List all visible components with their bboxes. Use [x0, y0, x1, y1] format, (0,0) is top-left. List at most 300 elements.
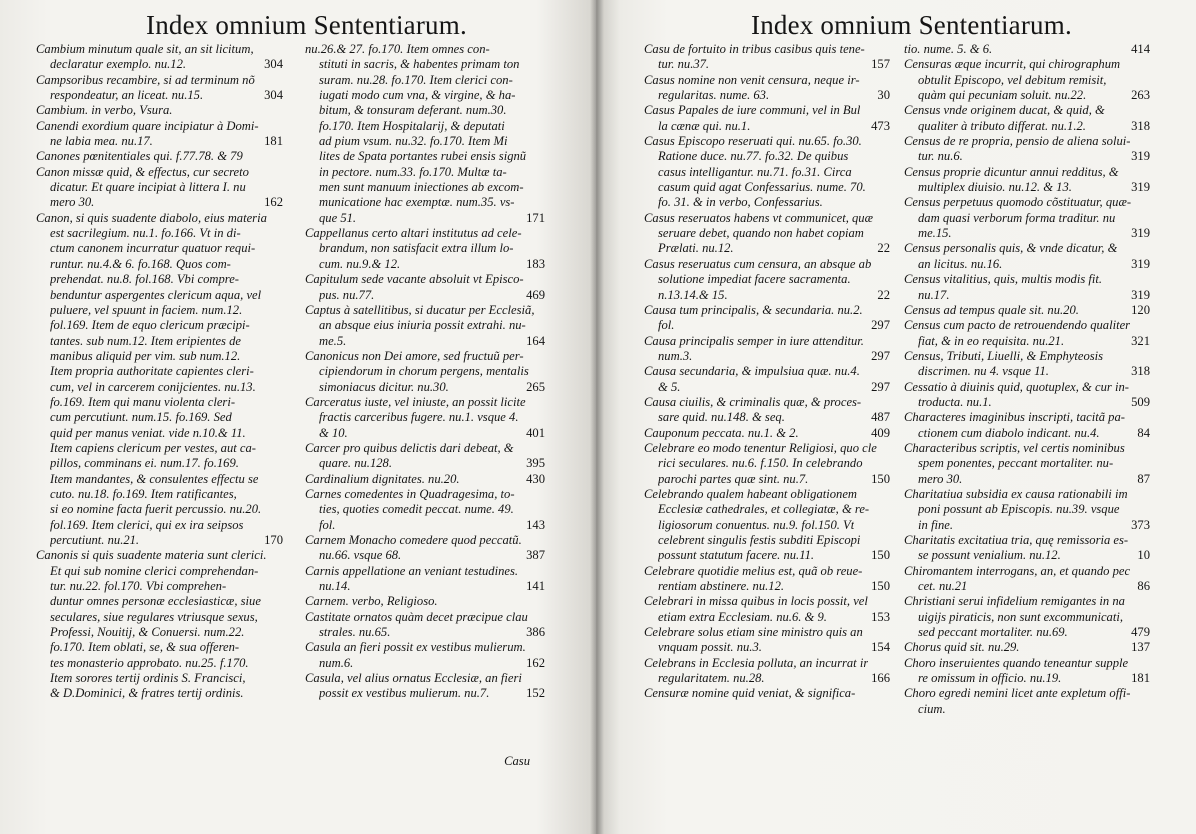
- entry-line: [36, 272, 283, 287]
- entry-text: Item propria authoritate capientes cleri-: [50, 364, 254, 379]
- entry-line: [644, 441, 890, 456]
- entry-text: fo. 31. & in verbo, Confessarius.: [658, 195, 823, 210]
- entry-line: [904, 119, 1150, 134]
- entry-text: simoniacus dicitur. nu.30.: [319, 379, 449, 394]
- index-entry: [305, 564, 545, 595]
- entry-line: [36, 42, 283, 57]
- entry-line: [36, 671, 283, 686]
- page-number: 120: [1131, 302, 1150, 317]
- entry-line: [904, 686, 1150, 701]
- entry-text: ligiosorum conuentus. nu.9. fol.150. Vt: [658, 517, 855, 532]
- page-number: 395: [526, 456, 545, 471]
- entry-line: [644, 364, 890, 379]
- index-entry: [36, 211, 283, 549]
- entry-text: num.6.: [319, 655, 354, 670]
- entry-text: solutione impediat facere sacramenta.: [658, 272, 851, 287]
- entry-text: Carnis appellatione an veniant testudines.: [305, 563, 519, 578]
- entry-line: [904, 671, 1150, 686]
- entry-line: [904, 303, 1150, 318]
- page-number: 141: [526, 579, 545, 594]
- entry-text: Professi, Nouitij, & Conuersi. num.22.: [50, 625, 245, 640]
- page-number: 319: [1131, 226, 1150, 241]
- entry-line: [644, 272, 890, 287]
- entry-line: [305, 226, 545, 241]
- entry-text: Campsoribus recambire, si ad terminum nõ: [36, 72, 255, 87]
- entry-text: si eo nomine facta fuerit percussio. nu.20.: [50, 502, 262, 517]
- entry-line: [36, 88, 283, 103]
- entry-text: Cappellanus certo altari institutus ad cele-: [305, 226, 522, 241]
- entry-text: & 10.: [319, 425, 348, 440]
- entry-text: Canonis si quis suadente materia sunt clerici.: [36, 548, 267, 563]
- entry-text: Census vitalitius, quis, multis modis fit.: [904, 272, 1103, 287]
- index-entry: [305, 594, 545, 609]
- entry-line: [305, 303, 545, 318]
- entry-text: in pectore. num.33. fo.170. Multæ ta-: [319, 164, 507, 179]
- entry-line: [36, 57, 283, 72]
- entry-text: & D.Dominici, & fratres tertij ordinis.: [50, 686, 244, 701]
- entry-line: [305, 364, 545, 379]
- page-number: 386: [526, 625, 545, 640]
- entry-text: Census personalis quis, & vnde dicatur, &: [904, 241, 1118, 256]
- page-number: 87: [1137, 471, 1150, 486]
- index-entry: [305, 610, 545, 641]
- page-number: 297: [871, 379, 890, 394]
- index-entry: [36, 119, 283, 150]
- page-number: 509: [1131, 394, 1150, 409]
- entry-line: [644, 656, 890, 671]
- entry-text: rici seculares. nu.6. f.150. In celebrando: [658, 456, 863, 471]
- entry-line: [36, 119, 283, 134]
- entry-text: quàm qui pecuniam soluit. nu.22.: [918, 88, 1087, 103]
- index-entry: [904, 303, 1150, 318]
- page-number: 387: [526, 548, 545, 563]
- entry-text: Celebrare eo modo tenentur Religiosi, quo cle: [644, 440, 877, 455]
- entry-line: [36, 518, 283, 533]
- index-entry: [305, 42, 545, 226]
- entry-line: [305, 103, 545, 118]
- entry-line: [305, 502, 545, 517]
- entry-text: in fine.: [918, 517, 953, 532]
- entry-line: [305, 318, 545, 333]
- entry-line: [904, 640, 1150, 655]
- entry-text: manibus aliquid per vim. sub num.12.: [50, 348, 241, 363]
- page-number: 181: [1131, 671, 1150, 686]
- entry-line: [305, 686, 545, 701]
- entry-text: parochi partes quæ sint. nu.7.: [658, 471, 809, 486]
- entry-text: tur. nu.37.: [658, 57, 710, 72]
- page-number: 265: [526, 379, 545, 394]
- entry-line: [644, 410, 890, 425]
- entry-line: [904, 57, 1150, 72]
- entry-line: [36, 195, 283, 210]
- entry-text: Item capiens clericum per vestes, aut ca-: [50, 440, 256, 455]
- entry-text: sare quid. nu.148. & seq.: [658, 410, 785, 425]
- page-number: 22: [877, 241, 890, 256]
- index-entry: [305, 640, 545, 671]
- entry-line: [36, 548, 283, 563]
- entry-text: nu.26.& 27. fo.170. Item omnes con-: [305, 42, 490, 56]
- entry-text: fol.169. Item clerici, qui ex ira seipsos: [50, 517, 244, 532]
- index-entry: [904, 594, 1150, 640]
- book-gutter: [590, 0, 604, 834]
- entry-text: quare. nu.128.: [319, 456, 392, 471]
- entry-line: [904, 472, 1150, 487]
- index-entry: [36, 73, 283, 104]
- index-entry: [644, 395, 890, 426]
- entry-text: Carcer pro quibus delictis dari debeat, &: [305, 440, 514, 455]
- entry-line: [36, 380, 283, 395]
- entry-line: [904, 702, 1150, 717]
- entry-line: [904, 257, 1150, 272]
- index-entry: [904, 272, 1150, 303]
- entry-text: an absque eius iniuria possit extrahi. nu-: [319, 318, 526, 333]
- entry-line: [644, 73, 890, 88]
- entry-line: [644, 456, 890, 471]
- entry-text: Celebrans in Ecclesia polluta, an incurrat ir: [644, 655, 869, 670]
- entry-text: Cambium. in verbo, Vsura.: [36, 103, 173, 118]
- entry-text: fol.: [319, 517, 336, 532]
- entry-text: Charitatiua subsidia ex causa rationabili im: [904, 486, 1128, 501]
- entry-text: Canonicus non Dei amore, sed fructuũ per-: [305, 348, 524, 363]
- entry-text: cum percutiunt. num.15. fo.169. Sed: [50, 410, 232, 425]
- entry-line: [904, 380, 1150, 395]
- page-number: 157: [871, 57, 890, 72]
- entry-text: Casula an fieri possit ex vestibus mulierum.: [305, 640, 526, 655]
- entry-text: Casula, vel alius ornatus Ecclesiæ, an fieri: [305, 671, 522, 686]
- entry-text: num.3.: [658, 348, 693, 363]
- entry-line: [36, 656, 283, 671]
- entry-line: [904, 594, 1150, 609]
- entry-text: ad pium vsum. nu.32. fo.170. Item Mi: [319, 134, 508, 149]
- entry-line: [305, 180, 545, 195]
- index-entry: [305, 441, 545, 472]
- entry-text: Cardinalium dignitates. nu.20.: [305, 471, 460, 486]
- entry-line: [36, 456, 283, 471]
- entry-line: [644, 165, 890, 180]
- entry-line: [36, 165, 283, 180]
- entry-text: cipiendorum in chorum pergens, mentalis: [319, 364, 529, 379]
- entry-line: [305, 88, 545, 103]
- entry-text: tio. nume. 5. & 6.: [904, 42, 993, 56]
- entry-line: [305, 241, 545, 256]
- entry-line: [36, 226, 283, 241]
- entry-line: [305, 564, 545, 579]
- page-number: 152: [526, 686, 545, 701]
- entry-text: Casus Papales de iure communi, vel in Bul: [644, 103, 861, 118]
- entry-line: [904, 241, 1150, 256]
- entry-text: suram. nu.28. fo.170. Item clerici con-: [319, 72, 513, 87]
- entry-text: pillos, comminans ei. num.17. fo.169.: [50, 456, 239, 471]
- index-entry: [904, 686, 1150, 717]
- page-number: 319: [1131, 287, 1150, 302]
- entry-text: regularitatem. nu.28.: [658, 671, 765, 686]
- entry-text: prehendat. nu.8. fol.168. Vbi compre-: [50, 272, 239, 287]
- entry-text: regularitas. nume. 63.: [658, 88, 770, 103]
- page-number: 409: [871, 425, 890, 440]
- entry-line: [904, 564, 1150, 579]
- entry-line: [305, 395, 545, 410]
- entry-line: [644, 303, 890, 318]
- entry-text: fol.: [658, 318, 675, 333]
- index-entry: [305, 487, 545, 533]
- index-entry: [36, 548, 283, 701]
- entry-text: benduntur aspergentes clericum aqua, vel: [50, 287, 262, 302]
- index-entry: [904, 103, 1150, 134]
- right-page: [596, 0, 1196, 834]
- page-number: 164: [526, 333, 545, 348]
- entry-text: Canon, si quis suadente diabolo, eius materia: [36, 210, 267, 225]
- entry-text: Celebrare quotidie melius est, quã ob reue-: [644, 563, 863, 578]
- entry-line: [305, 272, 545, 287]
- entry-line: [644, 195, 890, 210]
- entry-text: Celebrari in missa quibus in locis possit, vel: [644, 594, 868, 609]
- page-number: 137: [1131, 640, 1150, 655]
- entry-line: [305, 73, 545, 88]
- entry-line: [904, 395, 1150, 410]
- index-entry: [904, 656, 1150, 687]
- entry-text: & 5.: [658, 379, 681, 394]
- entry-line: [644, 487, 890, 502]
- page-number: 297: [871, 348, 890, 363]
- entry-text: n.13.14.& 15.: [658, 287, 728, 302]
- entry-text: Celebrare solus etiam sine ministro quis an: [644, 625, 863, 640]
- entry-text: Canones pœnitentiales qui. f.77.78. & 79: [36, 149, 243, 164]
- entry-line: [644, 502, 890, 517]
- entry-line: [305, 610, 545, 625]
- page-number: 401: [526, 425, 545, 440]
- entry-text: la cænæ qui. nu.1.: [658, 118, 751, 133]
- entry-line: [36, 502, 283, 517]
- left-page: [0, 0, 596, 834]
- entry-line: [904, 195, 1150, 210]
- entry-line: [904, 487, 1150, 502]
- page-number: 318: [1131, 118, 1150, 133]
- entry-text: seruare debet, quando non habet copiam: [658, 226, 864, 241]
- entry-text: Celebrando qualem habeant obligationem: [644, 486, 858, 501]
- entry-text: que 51.: [319, 210, 357, 225]
- entry-text: Casus nomine non venit censura, neque ir-: [644, 72, 860, 87]
- index-entry: [904, 318, 1150, 349]
- index-column: [644, 42, 890, 702]
- entry-text: mero 30.: [918, 471, 963, 486]
- entry-text: cum, vel in carcerem conijcientes. nu.13.: [50, 379, 256, 394]
- index-entry: [644, 686, 890, 701]
- entry-text: stituti in sacris, & habentes primam ton: [319, 57, 520, 72]
- entry-text: vnquam possit. nu.3.: [658, 640, 762, 655]
- entry-text: nu.14.: [319, 579, 351, 594]
- index-entry: [904, 640, 1150, 655]
- index-entry: [36, 103, 283, 118]
- entry-line: [644, 211, 890, 226]
- index-entry: [36, 149, 283, 164]
- entry-line: [36, 349, 283, 364]
- entry-text: celebrent singulis festis subditi Episcopi: [658, 533, 861, 547]
- entry-line: [36, 686, 283, 701]
- entry-text: multiplex diuisio. nu.12. & 13.: [918, 180, 1072, 195]
- entry-line: [36, 579, 283, 594]
- entry-line: [644, 149, 890, 164]
- entry-line: [305, 380, 545, 395]
- entry-line: [644, 241, 890, 256]
- entry-line: [644, 257, 890, 272]
- entry-text: duntur omnes personæ ecclesiasticæ, siue: [50, 594, 261, 609]
- entry-text: casus intelligantur. nu.71. fo.31. Circa: [658, 164, 852, 179]
- entry-text: Cauponum peccata. nu.1. & 2.: [644, 425, 799, 440]
- entry-line: [644, 579, 890, 594]
- entry-text: Item mandantes, & consulentes effectu se: [50, 471, 259, 486]
- index-entry: [904, 195, 1150, 241]
- entry-line: [904, 165, 1150, 180]
- entry-line: [305, 288, 545, 303]
- entry-text: Carceratus iuste, vel iniuste, an possit licite: [305, 394, 526, 409]
- entry-text: qualiter à tributo differat. nu.1.2.: [918, 118, 1086, 133]
- entry-line: [305, 456, 545, 471]
- entry-text: Census proprie dicuntur annui redditus, &: [904, 164, 1119, 179]
- page-number: 319: [1131, 180, 1150, 195]
- index-entry: [904, 165, 1150, 196]
- entry-line: [904, 334, 1150, 349]
- entry-line: [305, 57, 545, 72]
- entry-text: Causa ciuilis, & criminalis quæ, & proces-: [644, 394, 862, 409]
- entry-text: tes monasterio approbato. nu.25. f.170.: [50, 655, 249, 670]
- index-entry: [644, 564, 890, 595]
- entry-line: [644, 180, 890, 195]
- entry-line: [644, 671, 890, 686]
- entry-text: me.15.: [918, 226, 952, 241]
- entry-line: [305, 441, 545, 456]
- index-entry: [644, 303, 890, 334]
- page-number: 304: [264, 57, 283, 72]
- entry-text: Census, Tributi, Liuelli, & Emphyteosis: [904, 348, 1104, 363]
- entry-line: [305, 671, 545, 686]
- entry-text: Characteres imaginibus inscripti, tacitã pa-: [904, 410, 1125, 425]
- entry-text: cium.: [918, 701, 946, 716]
- entry-text: lites de Spata portantes rubei ensis signũ: [319, 149, 527, 164]
- entry-text: obtulit Episcopo, vel debitum remisit,: [918, 72, 1107, 87]
- entry-text: Census de re propria, pensio de aliena solui-: [904, 134, 1131, 149]
- entry-line: [644, 533, 890, 548]
- entry-line: [305, 134, 545, 149]
- entry-line: [36, 364, 283, 379]
- entry-line: [644, 640, 890, 655]
- entry-text: cuto. nu.18. fo.169. Item ratificantes,: [50, 486, 237, 501]
- entry-text: pus. nu.77.: [319, 287, 375, 302]
- entry-text: tur. nu.6.: [918, 149, 963, 164]
- entry-text: dam quasi verborum forma traditur. nu: [918, 210, 1116, 225]
- entry-text: Cessatio à diuinis quid, quotuplex, & cur in-: [904, 379, 1129, 394]
- entry-text: Causa tum principalis, & secundaria. nu.2.: [644, 302, 863, 317]
- index-entry: [644, 211, 890, 257]
- entry-line: [904, 73, 1150, 88]
- entry-text: dicatur. Et quare incipiat à littera I. nu: [50, 180, 246, 195]
- page-number: 162: [526, 655, 545, 670]
- entry-line: [904, 579, 1150, 594]
- entry-text: uigijs piraticis, non sunt excommunicati,: [918, 609, 1123, 624]
- entry-line: [305, 518, 545, 533]
- entry-text: Carnem Monacho comedere quod peccatũ.: [305, 533, 522, 547]
- entry-text: cum. nu.9.& 12.: [319, 256, 401, 271]
- entry-line: [904, 441, 1150, 456]
- page-number: 373: [1131, 517, 1150, 532]
- entry-line: [904, 103, 1150, 118]
- entry-line: [904, 548, 1150, 563]
- index-entry: [644, 134, 890, 211]
- entry-line: [305, 472, 545, 487]
- entry-line: [904, 88, 1150, 103]
- entry-text: Census ad tempus quale sit. nu.20.: [904, 302, 1079, 317]
- entry-line: [904, 518, 1150, 533]
- entry-text: municatione hac exemptæ. num.35. vs-: [319, 195, 515, 210]
- entry-text: Item sorores tertij ordinis S. Francisci,: [50, 671, 246, 686]
- entry-text: tantes. sub num.12. Item eripientes de: [50, 333, 241, 348]
- page-number: 181: [264, 134, 283, 149]
- index-entry: [644, 441, 890, 487]
- entry-line: [904, 410, 1150, 425]
- entry-text: men sunt manuum iniectiones ab excom-: [319, 180, 524, 195]
- entry-text: Charitatis excitatiua tria, quę remissoria es-: [904, 533, 1129, 547]
- entry-text: mero 30.: [50, 195, 95, 210]
- page-number: 86: [1137, 579, 1150, 594]
- entry-text: seculares, siue regulares vtriusque sexus,: [50, 609, 258, 624]
- entry-line: [644, 349, 890, 364]
- entry-text: bitum, & tonsuram deferant. num.30.: [319, 103, 507, 118]
- entry-line: [305, 594, 545, 609]
- entry-line: [644, 380, 890, 395]
- entry-line: [644, 88, 890, 103]
- entry-text: declaratur exemplo. nu.12.: [50, 57, 187, 72]
- entry-line: [904, 364, 1150, 379]
- entry-line: [904, 456, 1150, 471]
- entry-text: quid per manus veniat. vide n.10.& 11.: [50, 425, 246, 440]
- entry-text: ties, quoties comedit peccat. nume. 49.: [319, 502, 514, 517]
- entry-text: Census perpetuus quomodo cõstituatur, quæ-: [904, 195, 1132, 210]
- entry-text: Censuræ nomine quid veniat, & significa-: [644, 686, 856, 701]
- entry-line: [904, 180, 1150, 195]
- entry-text: fiat, & in eo requisita. nu.21.: [918, 333, 1065, 348]
- page-number: 150: [871, 579, 890, 594]
- entry-text: est sacrilegium. nu.1. fo.166. Vt in di-: [50, 226, 241, 241]
- index-entry: [644, 42, 890, 73]
- page-number: 430: [526, 471, 545, 486]
- entry-text: Casus Episcopo reseruati qui. nu.65. fo.30.: [644, 134, 862, 149]
- entry-text: se possunt venialium. nu.12.: [918, 548, 1061, 563]
- page-number: 318: [1131, 364, 1150, 379]
- entry-line: [305, 257, 545, 272]
- entry-line: [36, 318, 283, 333]
- entry-line: [305, 548, 545, 563]
- page-number: 10: [1137, 548, 1150, 563]
- entry-text: fo.170. Item oblati, se, & sua offeren-: [50, 640, 240, 655]
- entry-text: Causa principalis semper in iure attenditur.: [644, 333, 864, 348]
- entry-line: [305, 487, 545, 502]
- entry-text: Censuras æque incurrit, qui chirographum: [904, 57, 1121, 72]
- catchword: Casu: [504, 754, 530, 768]
- entry-line: [36, 472, 283, 487]
- page-number: 319: [1131, 149, 1150, 164]
- index-entry: [904, 564, 1150, 595]
- entry-line: [36, 288, 283, 303]
- entry-text: fo.170. Item Hospitalarij, & deputati: [319, 118, 505, 133]
- entry-line: [305, 211, 545, 226]
- entry-line: [36, 487, 283, 502]
- index-entry: [904, 42, 1150, 57]
- entry-line: [644, 103, 890, 118]
- page-number: 170: [264, 533, 283, 547]
- entry-line: [36, 303, 283, 318]
- index-entry: [644, 103, 890, 134]
- entry-line: [305, 119, 545, 134]
- entry-line: [644, 288, 890, 303]
